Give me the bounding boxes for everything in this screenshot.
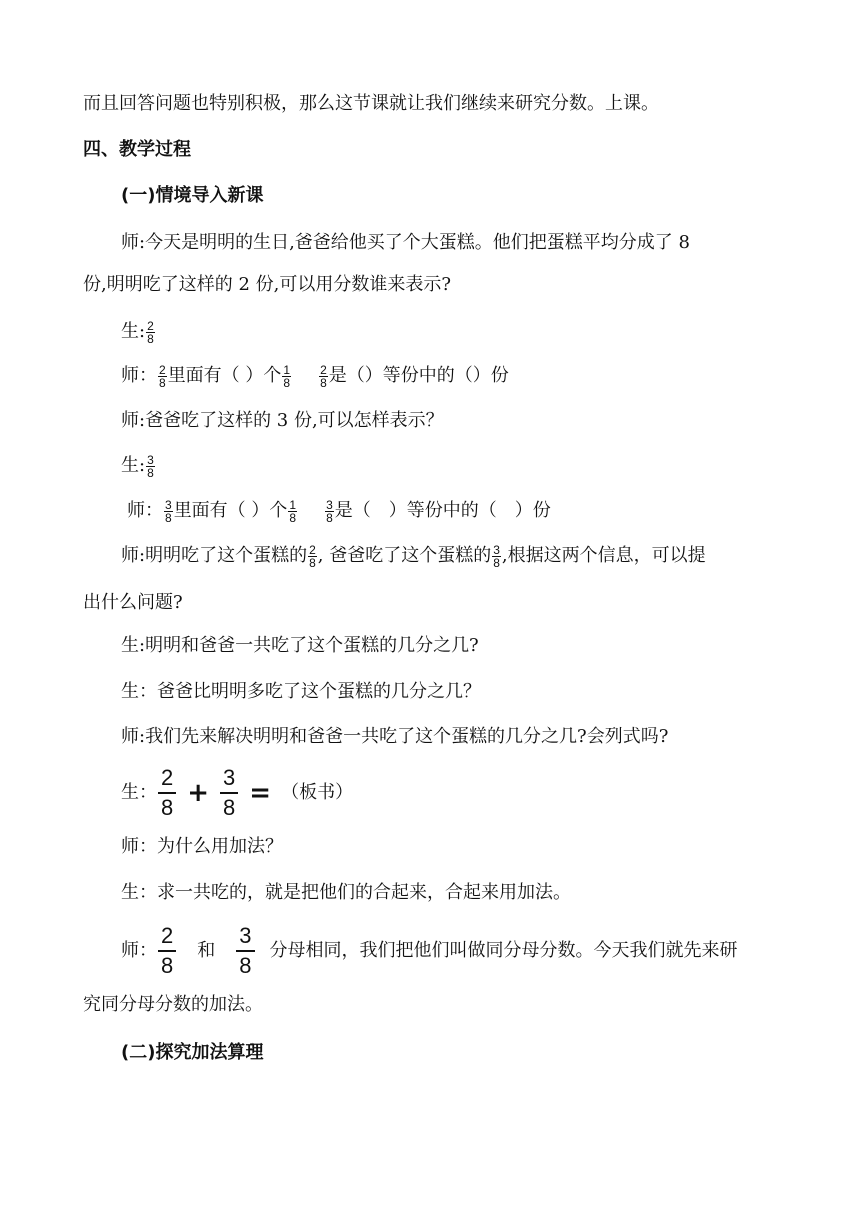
text-segment: （板书）	[281, 782, 354, 803]
subsection-heading: (二)探究加法算理	[121, 1042, 264, 1063]
paragraph-line: 师：为什么用加法？	[121, 836, 283, 857]
paragraph-line: 份,明明吃了这样的 2 份,可以用分数谁来表示?	[83, 274, 451, 295]
subsection-heading: (一)情境导入新课	[121, 185, 264, 206]
paragraph-line	[121, 540, 706, 572]
fraction: $\frac{3}{8}$	[326, 497, 333, 525]
question-line	[121, 360, 509, 392]
fraction: $\frac{3}{8}$	[147, 452, 154, 480]
text-segment: 分母相同，我们把他们叫做同分母分数。今天我们就先来研	[269, 940, 738, 961]
paragraph-line: 师:爸爸吃了这样的 3 份,可以怎样表示？	[121, 410, 444, 431]
section-heading: 四、教学过程	[83, 139, 191, 160]
text-segment: 和	[197, 940, 216, 961]
text-segment: 是（）等份中的（）份	[328, 365, 509, 386]
fraction: $\frac{3}{8}$	[493, 542, 500, 570]
plus-sign: +	[187, 778, 210, 808]
fraction: $\frac{2}{8}$	[158, 766, 176, 820]
text-segment: 里面有（ ）个	[173, 500, 288, 521]
text-segment: 里面有（ ）个	[167, 365, 282, 386]
equation-line	[121, 764, 353, 822]
fraction: $\frac{2}{8}$	[159, 362, 166, 390]
speaker-label: 师：	[121, 365, 157, 386]
paragraph-line: 出什么问题?	[83, 592, 183, 613]
fraction: $\frac{3}{8}$	[220, 766, 238, 820]
speaker-label: 生：	[121, 782, 157, 803]
answer-line	[121, 450, 156, 482]
speaker-label: 生:	[121, 455, 146, 476]
question-line	[127, 495, 551, 527]
fraction: $\frac{2}{8}$	[147, 318, 154, 346]
text-segment: 是（ ）等份中的（ ）份	[334, 500, 551, 521]
fraction: $\frac{2}{8}$	[158, 924, 176, 978]
paragraph-intro: 而且回答问题也特别积极，那么这节课就让我们继续来研究分数。上课。	[83, 93, 659, 114]
paragraph-line: 师:今天是明明的生日,爸爸给他买了个大蛋糕。他们把蛋糕平均分成了 8	[121, 232, 690, 253]
fraction: $\frac{1}{8}$	[289, 497, 297, 525]
fraction: $\frac{2}{8}$	[320, 362, 327, 390]
paragraph-line	[121, 920, 738, 982]
text-segment: 师:明明吃了这个蛋糕的	[121, 545, 308, 566]
fraction: $\frac{3}{8}$	[236, 924, 254, 978]
paragraph-line: 生：求一共吃的，就是把他们的合起来，合起来用加法。	[121, 882, 571, 903]
answer-line	[121, 316, 156, 348]
speaker-label: 师：	[121, 940, 157, 961]
equals-sign: =	[249, 778, 272, 808]
fraction: $\frac{2}{8}$	[309, 542, 316, 570]
fraction: $\frac{1}{8}$	[283, 362, 291, 390]
text-segment: , 爸爸吃了这个蛋糕的	[317, 545, 492, 566]
paragraph-line: 究同分母分数的加法。	[83, 994, 263, 1015]
paragraph-line: 生:明明和爸爸一共吃了这个蛋糕的几分之几?	[121, 635, 479, 656]
paragraph-line: 师:我们先来解决明明和爸爸一共吃了这个蛋糕的几分之几?会列式吗?	[121, 726, 669, 747]
fraction: $\frac{3}{8}$	[165, 497, 172, 525]
speaker-label: 师：	[127, 500, 163, 521]
text-segment: ,根据这两个信息，可以提	[501, 545, 706, 566]
speaker-label: 生:	[121, 321, 146, 342]
paragraph-line: 生：爸爸比明明多吃了这个蛋糕的几分之几？	[121, 681, 481, 702]
